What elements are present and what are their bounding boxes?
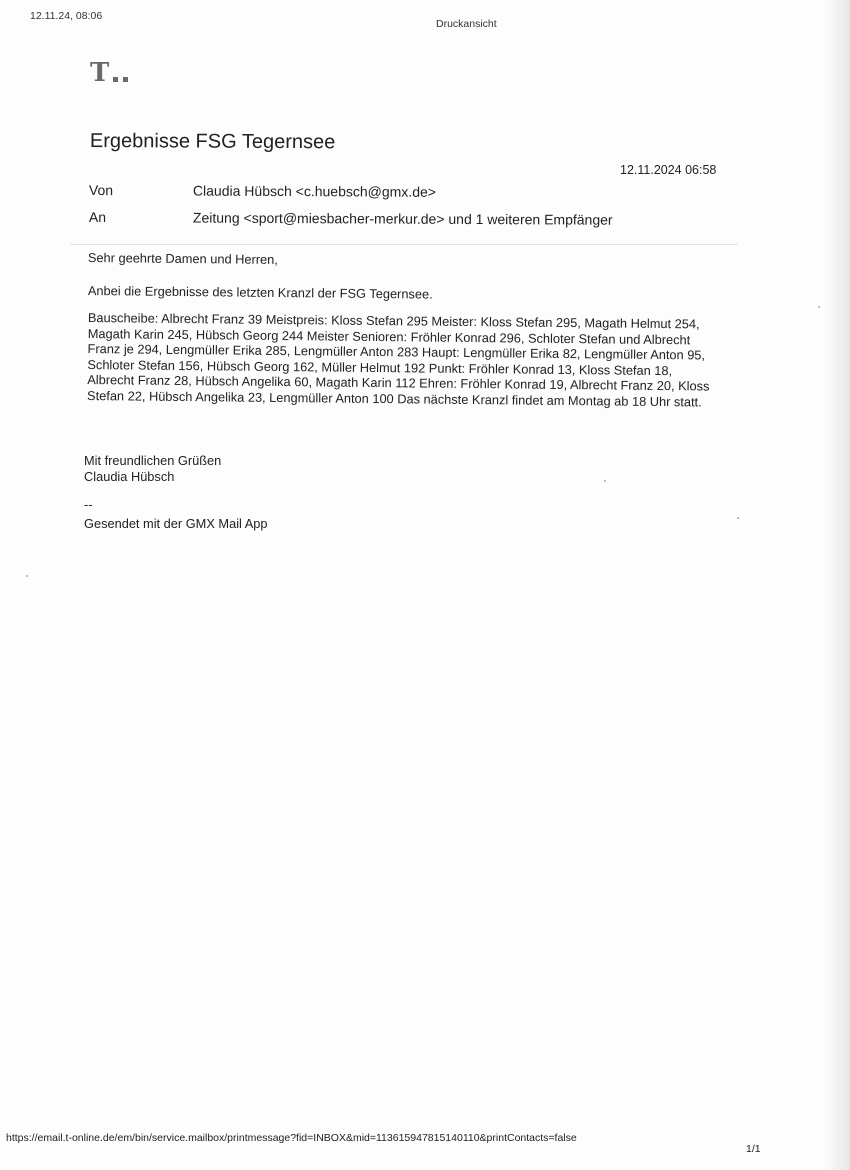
from-label: Von (88, 182, 114, 199)
from-row (89, 182, 436, 200)
logo-dot (123, 77, 128, 82)
to-label: An (88, 209, 107, 226)
app-signature: Gesendet mit der GMX Mail App (84, 516, 268, 531)
page-number: 1/1 (746, 1143, 761, 1155)
to-value: Zeitung <sport@miesbacher-merkur.de> und 1 weiteren Empfänger (192, 209, 613, 228)
signature-separator: -- (84, 497, 93, 512)
telekom-logo-icon (90, 58, 128, 88)
email-closing: Mit freundlichen Grüßen (84, 453, 222, 468)
email-results: Bauscheibe: Albrecht Franz 39 Meistpreis: Kloss Stefan 295 Meister: Kloss Stefan 295, Magath Helmut 254, Magath Karin 245, Hübsch Georg 244 Meister Senioren: Fröhler Konrad 296, Schloter Stefan und Albrecht Franz je 294, Lengmüller Erika 285, Lengmüller Anton 283 Haupt: Lengmüller Erika 82, Lengmüller Anton 95, Schloter Stefan 156, Hübsch Georg 162, Müller Helmut 192 Punkt: Fröhler Konrad 13, Kloss Stefan 18, Albrecht Franz 28, Hübsch Angelika 60, Magath Karin 112 Ehren: Fröhler Konrad 19, Albrecht Franz 20, Kloss Stefan 22, Hübsch Angelika 23, Lengmüller Anton 100 Das nächste Kranzl findet am Montag ab 18 Uhr statt. (87, 310, 710, 409)
email-date: 12.11.2024 06:58 (620, 163, 717, 177)
print-url: https://email.t-online.de/em/bin/service.mailbox/printmessage?fid=INBOX&mid=113615947815140110&printContacts=false (6, 1132, 577, 1144)
header-divider (70, 244, 738, 245)
logo-dot (113, 77, 118, 82)
email-subject: Ergebnisse FSG Tegernsee (89, 130, 336, 154)
scan-speck (26, 575, 28, 577)
scan-speck (604, 480, 606, 482)
scan-speck (818, 306, 820, 308)
to-row (89, 209, 613, 228)
email-greeting: Sehr geehrte Damen und Herren, (87, 250, 278, 267)
logo-letter: T (90, 58, 109, 88)
print-datetime: 12.11.24, 08:06 (30, 10, 103, 22)
scan-speck (737, 517, 739, 519)
signature-name: Claudia Hübsch (84, 469, 175, 484)
scan-edge-shadow (824, 0, 850, 1170)
from-value: Claudia Hübsch <c.huebsch@gmx.de> (192, 182, 437, 200)
email-intro: Anbei die Ergebnisse des letzten Kranzl der FSG Tegernsee. (87, 283, 433, 302)
print-view-title: Druckansicht (436, 18, 497, 30)
